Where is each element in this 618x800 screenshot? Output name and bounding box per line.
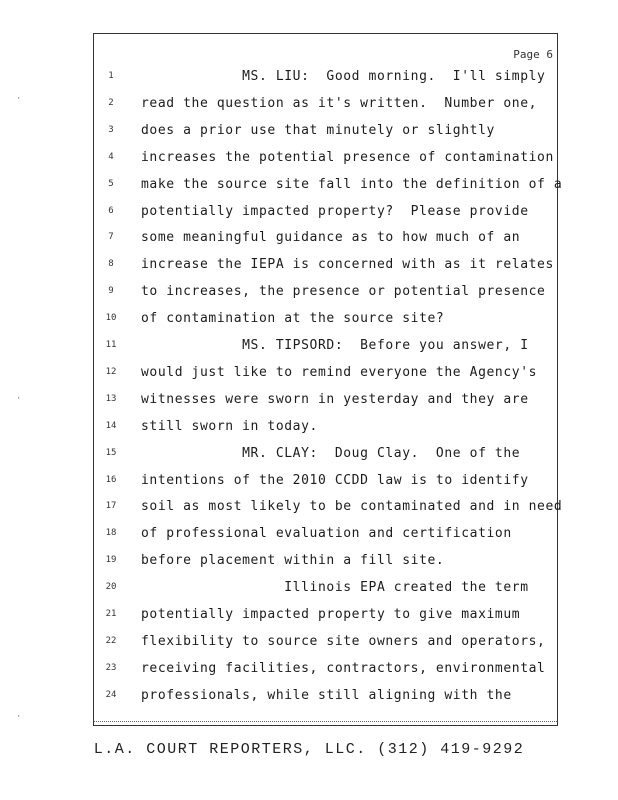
line-number: 20 — [105, 582, 117, 593]
transcript-line — [94, 69, 559, 95]
transcript-line — [94, 311, 559, 337]
line-number: 5 — [108, 178, 114, 189]
transcript-line — [94, 338, 559, 364]
line-text: does a prior use that minutely or slightly — [141, 122, 495, 138]
margin-mark: · — [16, 394, 22, 404]
transcript-line — [94, 661, 559, 687]
transcript-line — [94, 634, 559, 660]
line-number: 22 — [105, 635, 117, 646]
line-text: witnesses were sworn in yesterday and they are — [141, 391, 529, 407]
line-number: 19 — [105, 555, 117, 566]
line-text: increases the potential presence of contamination — [141, 149, 554, 165]
line-text: MR. CLAY: Doug Clay. One of the — [141, 445, 521, 461]
transcript-line — [94, 123, 559, 149]
line-text: still sworn in today. — [141, 418, 318, 434]
line-number: 12 — [105, 366, 117, 377]
line-text: soil as most likely to be contaminated and in need — [141, 499, 563, 515]
line-text: professionals, while still aligning with the — [141, 687, 512, 703]
line-text: of professional evaluation and certification — [141, 526, 512, 542]
line-text: would just like to remind everyone the Agency's — [141, 364, 538, 380]
line-number: 8 — [108, 259, 114, 270]
line-text: Illinois EPA created the term — [141, 580, 529, 596]
line-number: 21 — [105, 609, 117, 619]
transcript-line — [94, 607, 559, 633]
line-text: before placement within a fill site. — [141, 553, 445, 569]
line-number: 13 — [105, 393, 117, 404]
line-number: 24 — [105, 689, 117, 700]
line-number: 18 — [105, 528, 117, 539]
transcript-line — [94, 96, 559, 122]
transcript-line — [94, 419, 559, 445]
line-number: 17 — [105, 501, 117, 512]
transcript-line — [94, 446, 559, 472]
line-number: 16 — [105, 474, 117, 485]
line-text: make the source site fall into the definition of a — [141, 176, 563, 192]
transcript-line — [94, 230, 559, 256]
line-text: MS. TIPSORD: Before you answer, I — [141, 338, 529, 353]
line-number: 4 — [108, 151, 114, 162]
margin-mark: · — [16, 94, 22, 104]
line-number: 2 — [108, 97, 114, 108]
transcript-line — [94, 204, 559, 230]
line-number: 14 — [105, 420, 117, 431]
line-text: flexibility to source site owners and operators, — [141, 633, 546, 649]
line-text: MS. LIU: Good morning. I'll simply — [141, 69, 546, 84]
margin-mark: · — [16, 712, 22, 722]
transcript-line — [94, 284, 559, 310]
line-text: read the question as it's written. Number one, — [141, 95, 538, 111]
line-text: intentions of the 2010 CCDD law is to identify — [141, 472, 529, 488]
line-text: potentially impacted property? Please provide — [141, 203, 529, 219]
line-number: 1 — [108, 71, 114, 81]
footer-reporter-info: L.A. COURT REPORTERS, LLC. (312) 419-9292 — [93, 741, 525, 758]
transcript-line — [94, 526, 559, 552]
line-number: 6 — [108, 205, 114, 216]
line-text: to increases, the presence or potential presence — [141, 284, 546, 300]
transcript-line — [94, 580, 559, 606]
transcript-page — [93, 33, 563, 726]
line-number: 9 — [108, 286, 114, 297]
line-number: 3 — [108, 124, 114, 135]
line-number: 10 — [105, 313, 117, 324]
line-text: receiving facilities, contractors, environmental — [141, 660, 546, 676]
transcript-line — [94, 499, 563, 525]
transcript-line — [94, 473, 559, 499]
transcript-line — [94, 688, 559, 714]
line-text: increase the IEPA is concerned with as it relates — [141, 257, 554, 273]
line-number: 15 — [105, 447, 117, 458]
line-number: 11 — [105, 340, 117, 350]
page-number: Page 6 — [513, 48, 553, 61]
line-text: some meaningful guidance as to how much of an — [141, 230, 521, 246]
transcript-line — [94, 176, 563, 203]
transcript-line — [94, 150, 559, 176]
line-number: 23 — [105, 662, 117, 673]
transcript-line — [94, 365, 559, 391]
line-text: of contamination at the source site? — [141, 311, 445, 327]
transcript-line — [94, 257, 559, 283]
transcript-line — [94, 553, 559, 579]
line-number: 7 — [108, 232, 114, 243]
line-text: potentially impacted property to give maximum — [141, 607, 521, 622]
transcript-line — [94, 392, 559, 418]
